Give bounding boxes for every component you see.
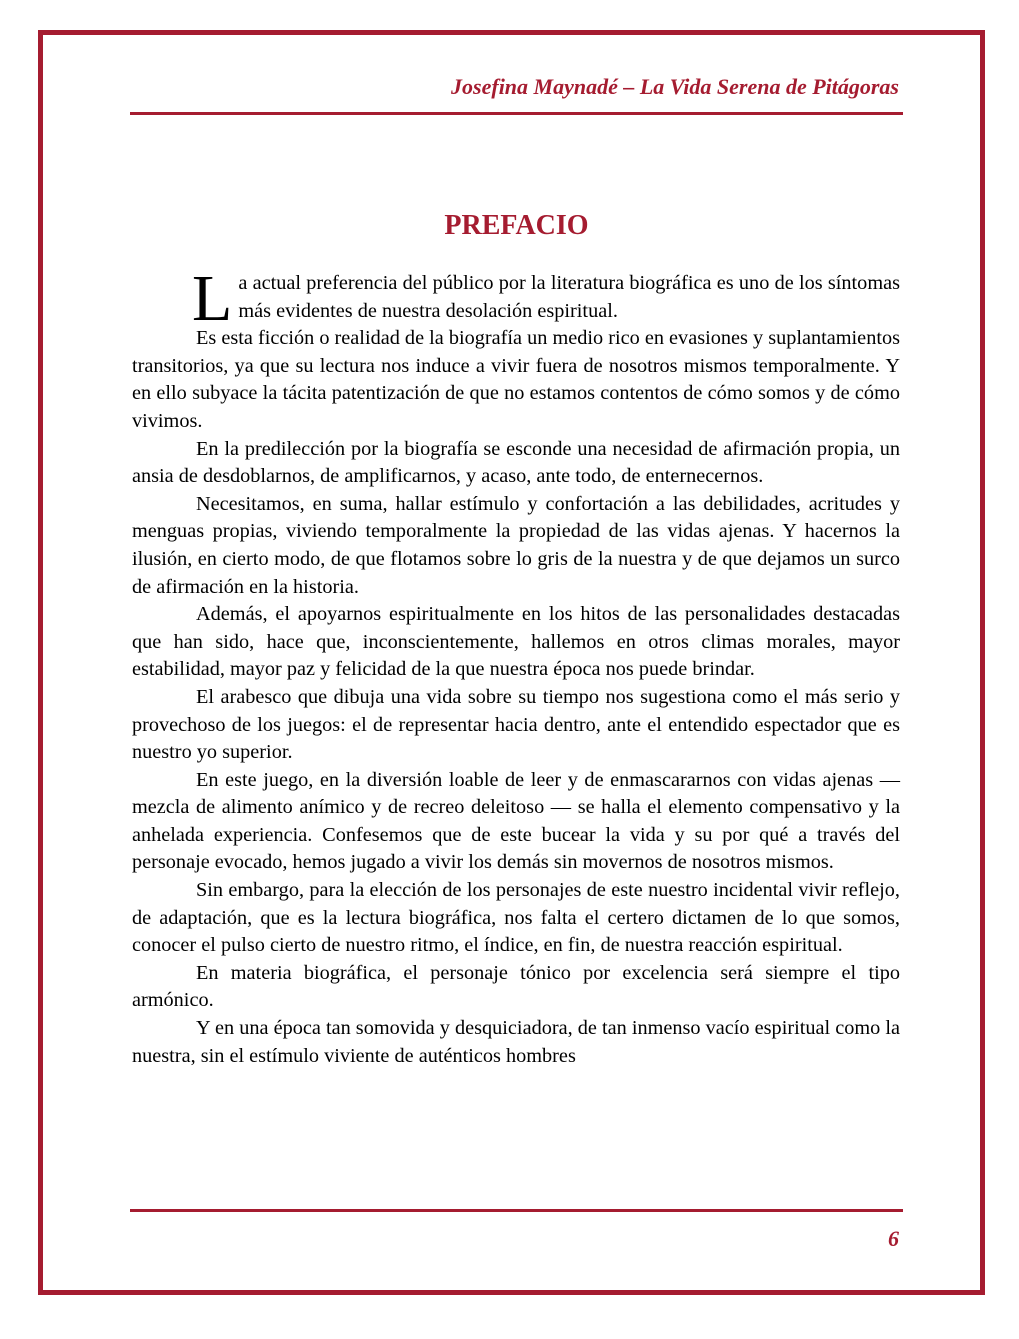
paragraph-5: Además, el apoyarnos espiritualmente en los hitos de las personalidades destacadas que han sido, hace que, inconscientemente, hallemos en otros climas morales, mayor estabilidad, mayor paz y felicidad de la que nuestra época nos puede brindar.: [132, 603, 900, 681]
paragraph-4: Necesitamos, en suma, hallar estímulo y confortación a las debilidades, acritudes y menguas propias, viviendo temporalmente la propiedad de las vidas ajenas. Y hacernos la ilusión, en cierto modo, de que flotamos sobre lo gris de la nuestra y de que dejamos un surco de afirmación en la historia.: [132, 492, 900, 598]
paragraph-6: El arabesco que dibuja una vida sobre su tiempo nos sugestiona como el más serio y provechoso de los juegos: el de representar hacia dentro, ante el entendido espectador que es nuestro yo superior.: [132, 685, 900, 764]
drop-cap: L: [192, 262, 233, 335]
page-number: 6: [888, 1226, 899, 1251]
running-header-title: Josefina Maynadé – La Vida Serena de Pitágoras: [451, 74, 899, 99]
paragraph-7: En este juego, en la diversión loable de leer y de enmascararnos con vidas ajenas — mezcla de alimento anímico y de recreo deleitoso — se halla el elemento compensativo y la anhelada experiencia. Confesemos que de este bucear la vida y su por qué a través del personaje evocado, hemos jugado a vivir los demás sin movernos de nosotros mismos.: [132, 768, 900, 874]
body-text: [132, 262, 900, 1070]
paragraph-3: En la predilección por la biografía se esconde una necesidad de afirmación propia, un ansia de desdoblarnos, de amplificarnos, y acaso, ante todo, de enternecernos.: [132, 437, 900, 488]
header-rule: [130, 112, 903, 115]
paragraph-9: En materia biográfica, el personaje tónico por excelencia será siempre el tipo armónico.: [132, 961, 900, 1012]
footer-rule: [130, 1209, 903, 1212]
chapter-title: PREFACIO: [444, 210, 589, 241]
paragraph-2: Es esta ficción o realidad de la biografía un medio rico en evasiones y suplantamientos transitorios, ya que su lectura nos induce a vivir fuera de nosotros mismos temporalmente. Y en ello subyace la tácita patentización de que no estamos contentos de cómo somos y de cómo vivimos.: [132, 327, 900, 432]
paragraph-1: [132, 262, 900, 335]
paragraph-10: Y en una época tan somovida y desquiciadora, de tan inmenso vacío espiritual como la nuestra, sin el estímulo viviente de auténticos hombres: [132, 1017, 900, 1067]
paragraph-8: Sin embargo, para la elección de los personajes de este nuestro incidental vivir reflejo, de adaptación, que es la lectura biográfica, nos falta el certero dictamen de lo que somos, conocer el pulso cierto de nuestro ritmo, el índice, en fin, de nuestra reacción espiritual.: [132, 879, 900, 957]
paragraph-1-text: a actual preferencia del público por la literatura biográfica es uno de los síntomas más evidentes de nuestra desolación espiritual.: [238, 272, 900, 322]
